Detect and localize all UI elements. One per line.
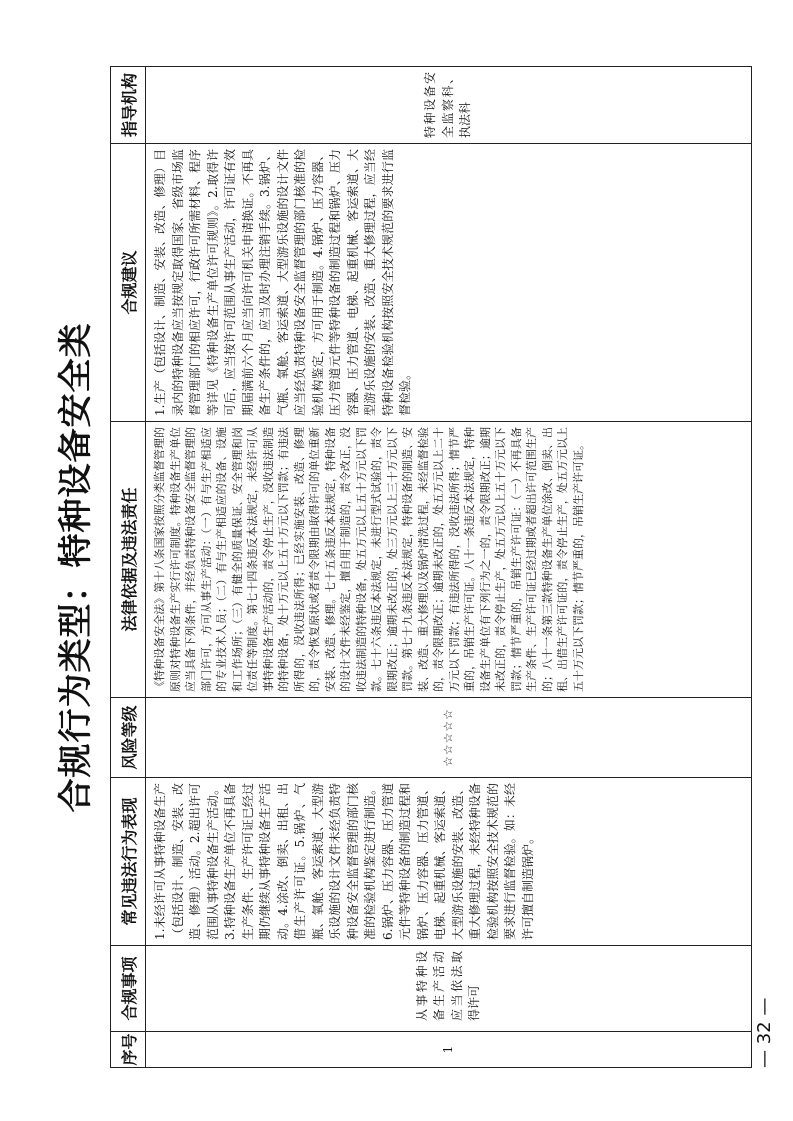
page-number: — 32 —: [754, 997, 775, 1068]
cell-risk: ☆☆☆☆☆: [146, 698, 752, 778]
compliance-table: [110, 66, 752, 1068]
cell-legal: 《特种设备安全法》第十八条国家按照分类监督管理的原则对特种设备生产实行许可制度。特种设备生产单位应当具备下列条件，并经负责特种设备安全监督管理的部门许可，方可从事生产活动：（一）有与生产相适应的专业技术人员；（二）有与生产相适应的设备、设施和工作场所；（三）有健全的质量保证、安全管理和岗位责任等制度。第七十四条违反本法规定，未经许可从事特种设备生产活动的，责令停止生产，没收违法制造的特种设备，处十万元以上五十万元以下罚款；有违法所得的，没收违法所得；已经实施安装、改造、修理的，责令恢复原状或者责令限期由取得许可的单位重新安装、改造、修理。七十五条违反本法规定，特种设备的设计文件未经鉴定，擅自用于制造的，责令改正，没收违法制造的特种设备，处五万元以上五十万元以下罚款。七十六条违反本法规定，未进行型式试验的，责令限期改正；逾期未改正的，处三万元以上三十万元以下罚款。第七十九条违反本法规定，特种设备的制造、安装、改造、重大修理以及锅炉清洗过程，未经监督检验的，责令限期改正；逾期未改正的，处五万元以上二十万元以下罚款；有违法所得的，没收违法所得；情节严重的，吊销生产许可证。八十一条违反本法规定，特种设备生产单位有下列行为之一的，责令限期改正；逾期未改正的，责令停止生产，处五万元以上五十万元以下罚款；情节严重的，吊销生产许可证：（一）不再具备生产条件、生产许可证已经过期或者超出许可范围生产的；八十一条第三款特种设备生产单位涂改、倒卖、出租、出借生产许可证的，责令停止生产，处五万元以上五十万元以下罚款；情节严重的，吊销生产许可证。: [146, 422, 752, 698]
header-risk: 风险等级: [111, 698, 146, 778]
cell-seq: 1: [146, 1032, 752, 1068]
cell-agency: 特种设备安全监察科、执法科: [146, 67, 752, 144]
header-seq: 序号: [111, 1032, 146, 1068]
header-advice: 合规建议: [111, 144, 146, 422]
header-legal: 法律依据及违法责任: [111, 422, 146, 698]
cell-item: 从事特种设备生产活动应当依法取得许可: [146, 946, 752, 1032]
header-item: 合规事项: [111, 946, 146, 1032]
document-title: 合规行为类型：特种设备安全类: [56, 322, 96, 813]
header-violation: 常见违法行为表现: [111, 778, 146, 946]
table-header-row: [111, 67, 146, 1068]
cell-violation: 1.未经许可从事特种设备生产（包括设计、制造、安装、改造、修理）活动。2.超出许可范围从事特种设备生产活动。3.特种设备生产单位不再具备生产条件、生产许可证已经过期仍继续从事特种设备生产活动。4.涂改、倒卖、出租、出借生产许可证。5.锅炉、气瓶、氧舱、客运索道、大型游乐设施的设计文件未经负责特种设备安全监督管理的部门核准的检验机构鉴定进行制造。6.锅炉、压力容器、压力管道元件等特种设备的制造过程和锅炉、压力容器、压力管道、电梯、起重机械、客运索道、大型游乐设施的安装、改造、重大修理过程，未经特种设备检验机构按照安全技术规范的要求进行监督检验。如：未经许可擅自制造锅炉。: [146, 778, 752, 946]
rotated-page: [48, 67, 778, 1068]
table-row: [146, 67, 752, 1068]
header-agency: 指导机构: [111, 67, 146, 144]
cell-advice: 1.生产（包括设计、制造、安装、改造、修理）目录内的特种设备应当按规定取得国家、省级市场监督管理部门的相应许可，行政许可所需材料、程序等详见《特种设备生产单位许可规则》。2.取得许可后，应当按许可范围从事生产活动，许可证有效期届满前六个月应当向许可机关申请换证。不再具备生产条件的，应当及时办理注销手续。3.锅炉、气瓶、氧舱、客运索道、大型游乐设施的设计文件应当经负责特种设备安全监督管理的部门核准的检验机构鉴定，方可用于制造。4.锅炉、压力容器、压力管道元件等特种设备的制造过程和锅炉、压力容器、压力管道、电梯、起重机械、客运索道、大型游乐设施的安装、改造、重大修理过程，应当经特种设备检验机构按照安全技术规范的要求进行监督检验。: [146, 144, 752, 422]
